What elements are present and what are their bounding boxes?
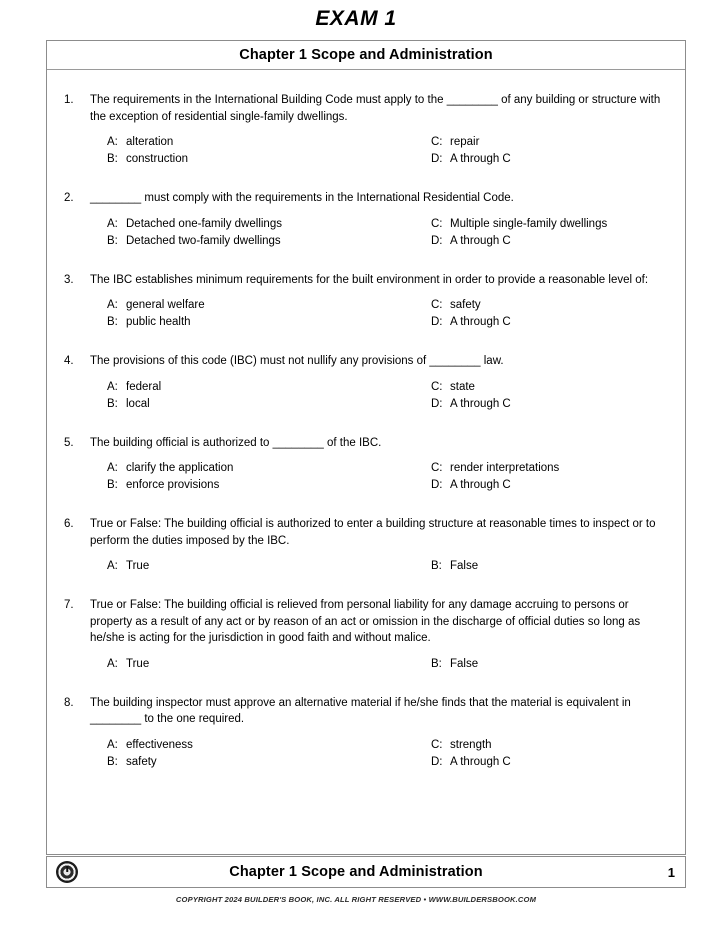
question-number: 7.	[64, 599, 74, 611]
question-number: 1.	[64, 94, 74, 106]
answer-options-column-right	[387, 297, 667, 331]
question-text: True or False: The building official is authorized to enter a building structure at reasonable times to inspect or to perform the duties imposed by the IBC.	[90, 518, 656, 547]
answer-option-text: enforce provisions	[126, 479, 220, 491]
answer-option-text: A through C	[450, 397, 511, 410]
answer-option-text: render interpretations	[450, 462, 560, 474]
question-number: 8.	[64, 696, 74, 709]
answer-option[interactable]	[431, 460, 667, 477]
answer-option[interactable]	[107, 460, 387, 477]
question-item	[63, 435, 667, 495]
answer-option[interactable]	[107, 314, 387, 331]
answer-option-text: A through C	[450, 153, 511, 165]
question-item	[63, 92, 667, 168]
answer-option[interactable]	[107, 297, 387, 314]
answer-option-letter: A:	[107, 657, 118, 670]
answer-options	[63, 656, 667, 673]
answer-option-text: state	[450, 380, 475, 393]
answer-option-text: general welfare	[126, 299, 205, 311]
question-text: The IBC establishes minimum requirements for the built environment in order to provide a reasonable level of:	[90, 273, 649, 286]
answer-option-letter: C:	[431, 136, 443, 148]
answer-option-text: public health	[126, 316, 191, 328]
answer-option-text: local	[126, 397, 150, 410]
answer-option[interactable]	[431, 379, 667, 396]
answer-option-letter: C:	[431, 738, 443, 751]
answer-option[interactable]	[431, 754, 667, 771]
answer-option[interactable]	[107, 233, 387, 250]
question-row	[63, 92, 667, 125]
answer-option[interactable]	[431, 216, 667, 233]
answer-option-letter: A:	[107, 299, 118, 311]
question-row	[63, 190, 667, 207]
answer-option-text: alteration	[126, 136, 174, 148]
question-text: The provisions of this code (IBC) must not nullify any provisions of ________ law.	[90, 355, 504, 367]
answer-option[interactable]	[107, 737, 387, 754]
answer-options-column-right	[387, 379, 667, 413]
answer-options-column-left	[107, 216, 387, 250]
answer-option-text: A through C	[450, 755, 511, 768]
answer-options	[63, 297, 667, 331]
copyright-notice: COPYRIGHT 2024 BUILDER'S BOOK, INC. ALL RIGHT RESERVED • WWW.BUILDERSBOOK.COM	[175, 895, 537, 904]
question-item	[63, 516, 667, 575]
question-text: True or False: The building official is relieved from personal liability for any damage accruing to persons or property as a result of any act or by reason of an act or omission in the discharge of official duties so long as he/she is acting for the jurisdiction in good faith and without malice.	[90, 599, 641, 644]
question-row	[63, 516, 667, 549]
answer-options-column-left	[107, 297, 387, 331]
footer-chapter-title: Chapter 1 Scope and Administration	[229, 864, 483, 880]
question-number: 5.	[64, 436, 74, 449]
answer-option-text: effectiveness	[126, 738, 193, 751]
answer-options-column-right	[387, 737, 667, 771]
question-row	[63, 353, 667, 370]
answer-option-text: False	[450, 657, 479, 670]
answer-option-text: Detached two-family dwellings	[126, 234, 281, 247]
answer-option-text: construction	[126, 153, 189, 165]
answer-option-letter: C:	[431, 299, 443, 311]
question-item	[63, 597, 667, 673]
answer-option[interactable]	[431, 297, 667, 314]
answer-option[interactable]	[431, 477, 667, 494]
answer-option-letter: A:	[107, 217, 118, 230]
answer-option[interactable]	[107, 754, 387, 771]
page-number: 1	[667, 864, 675, 880]
answer-options	[63, 134, 667, 168]
answer-option-letter: B:	[107, 153, 118, 165]
answer-options	[63, 737, 667, 771]
answer-option[interactable]	[107, 134, 387, 151]
answer-options-column-left	[107, 379, 387, 413]
answer-option[interactable]	[431, 233, 667, 250]
answer-options-column-left	[107, 558, 387, 575]
answer-option-letter: A:	[107, 380, 118, 393]
answer-option-letter: B:	[107, 397, 118, 410]
answer-options-column-left	[107, 134, 387, 168]
answer-option[interactable]	[431, 558, 667, 575]
answer-options-column-right	[387, 656, 667, 673]
answer-option[interactable]	[107, 151, 387, 168]
answer-option-letter: B:	[431, 657, 442, 670]
answer-option-letter: A:	[107, 136, 118, 148]
answer-option-text: federal	[126, 380, 162, 393]
question-row	[63, 695, 667, 728]
answer-options	[63, 216, 667, 250]
answer-option-letter: B:	[107, 316, 118, 328]
answer-option-letter: B:	[107, 234, 118, 247]
answer-option-letter: D:	[431, 479, 443, 491]
question-text: ________ must comply with the requirements in the International Residential Code.	[90, 192, 514, 204]
answer-option-text: Multiple single-family dwellings	[450, 217, 608, 230]
chapter-header-label: Chapter 1 Scope and Administration	[239, 47, 493, 63]
answer-option-text: False	[450, 560, 479, 572]
answer-option[interactable]	[107, 656, 387, 673]
answer-option-letter: D:	[431, 316, 443, 328]
question-item	[63, 272, 667, 332]
questions-list	[47, 70, 685, 771]
answer-option[interactable]	[431, 737, 667, 754]
answer-options	[63, 379, 667, 413]
question-text: The requirements in the International Building Code must apply to the ________ of any building or structure with the exception of residential single-family dwellings.	[90, 94, 661, 123]
answer-option-letter: B:	[107, 479, 118, 491]
answer-option-text: A through C	[450, 316, 511, 328]
answer-option[interactable]	[107, 216, 387, 233]
answer-option[interactable]	[107, 396, 387, 413]
answer-option-letter: C:	[431, 380, 443, 393]
answer-option-letter: C:	[431, 462, 443, 474]
answer-option[interactable]	[431, 656, 667, 673]
answer-option[interactable]	[431, 314, 667, 331]
question-item	[63, 353, 667, 413]
answer-option-text: Detached one-family dwellings	[126, 217, 282, 230]
chapter-header	[47, 41, 685, 70]
answer-option[interactable]	[431, 151, 667, 168]
answer-options-column-right	[387, 558, 667, 575]
answer-option-text: safety	[450, 299, 481, 311]
answer-options-column-left	[107, 656, 387, 673]
answer-option-text: strength	[450, 738, 492, 751]
answer-option-text: clarify the application	[126, 462, 234, 474]
question-row	[63, 435, 667, 452]
answer-option-letter: A:	[107, 462, 118, 474]
answer-option-text: A through C	[450, 234, 511, 247]
question-text: The building official is authorized to ________ of the IBC.	[90, 436, 382, 449]
answer-option-letter: D:	[431, 397, 443, 410]
answer-option-letter: D:	[431, 153, 443, 165]
answer-option-letter: B:	[107, 755, 118, 768]
answer-option-letter: B:	[431, 560, 442, 572]
answer-options-column-right	[387, 216, 667, 250]
question-item	[63, 695, 667, 771]
builders-book-seal-icon	[56, 861, 78, 883]
answer-option-letter: D:	[431, 755, 443, 768]
answer-options	[63, 558, 667, 575]
answer-option[interactable]	[431, 396, 667, 413]
answer-options-column-right	[387, 460, 667, 494]
answer-option[interactable]	[107, 379, 387, 396]
answer-options	[63, 460, 667, 494]
answer-option-letter: A:	[107, 738, 118, 751]
answer-option-letter: D:	[431, 234, 443, 247]
answer-options-column-left	[107, 737, 387, 771]
answer-option-text: True	[126, 560, 150, 572]
question-item	[63, 190, 667, 250]
answer-options-column-left	[107, 460, 387, 494]
answer-option-letter: A:	[107, 560, 118, 572]
exam-content-box	[46, 40, 686, 855]
answer-option-text: True	[126, 657, 150, 670]
answer-option-text: A through C	[450, 479, 511, 491]
page-footer-bar	[46, 856, 686, 888]
answer-option-letter: C:	[431, 217, 443, 230]
exam-title: EXAM 1	[315, 7, 397, 30]
answer-option[interactable]	[107, 558, 387, 575]
question-text: The building inspector must approve an alternative material if he/she finds that the material is equivalent in ________ to the one required.	[90, 696, 631, 725]
question-row	[63, 272, 667, 289]
question-number: 3.	[64, 273, 74, 286]
question-number: 4.	[64, 355, 74, 367]
answer-option[interactable]	[431, 134, 667, 151]
question-number: 6.	[64, 518, 74, 530]
answer-options-column-right	[387, 134, 667, 168]
answer-option-text: repair	[450, 136, 480, 148]
answer-option-text: safety	[126, 755, 157, 768]
answer-option[interactable]	[107, 477, 387, 494]
question-row	[63, 597, 667, 647]
question-number: 2.	[64, 192, 74, 204]
